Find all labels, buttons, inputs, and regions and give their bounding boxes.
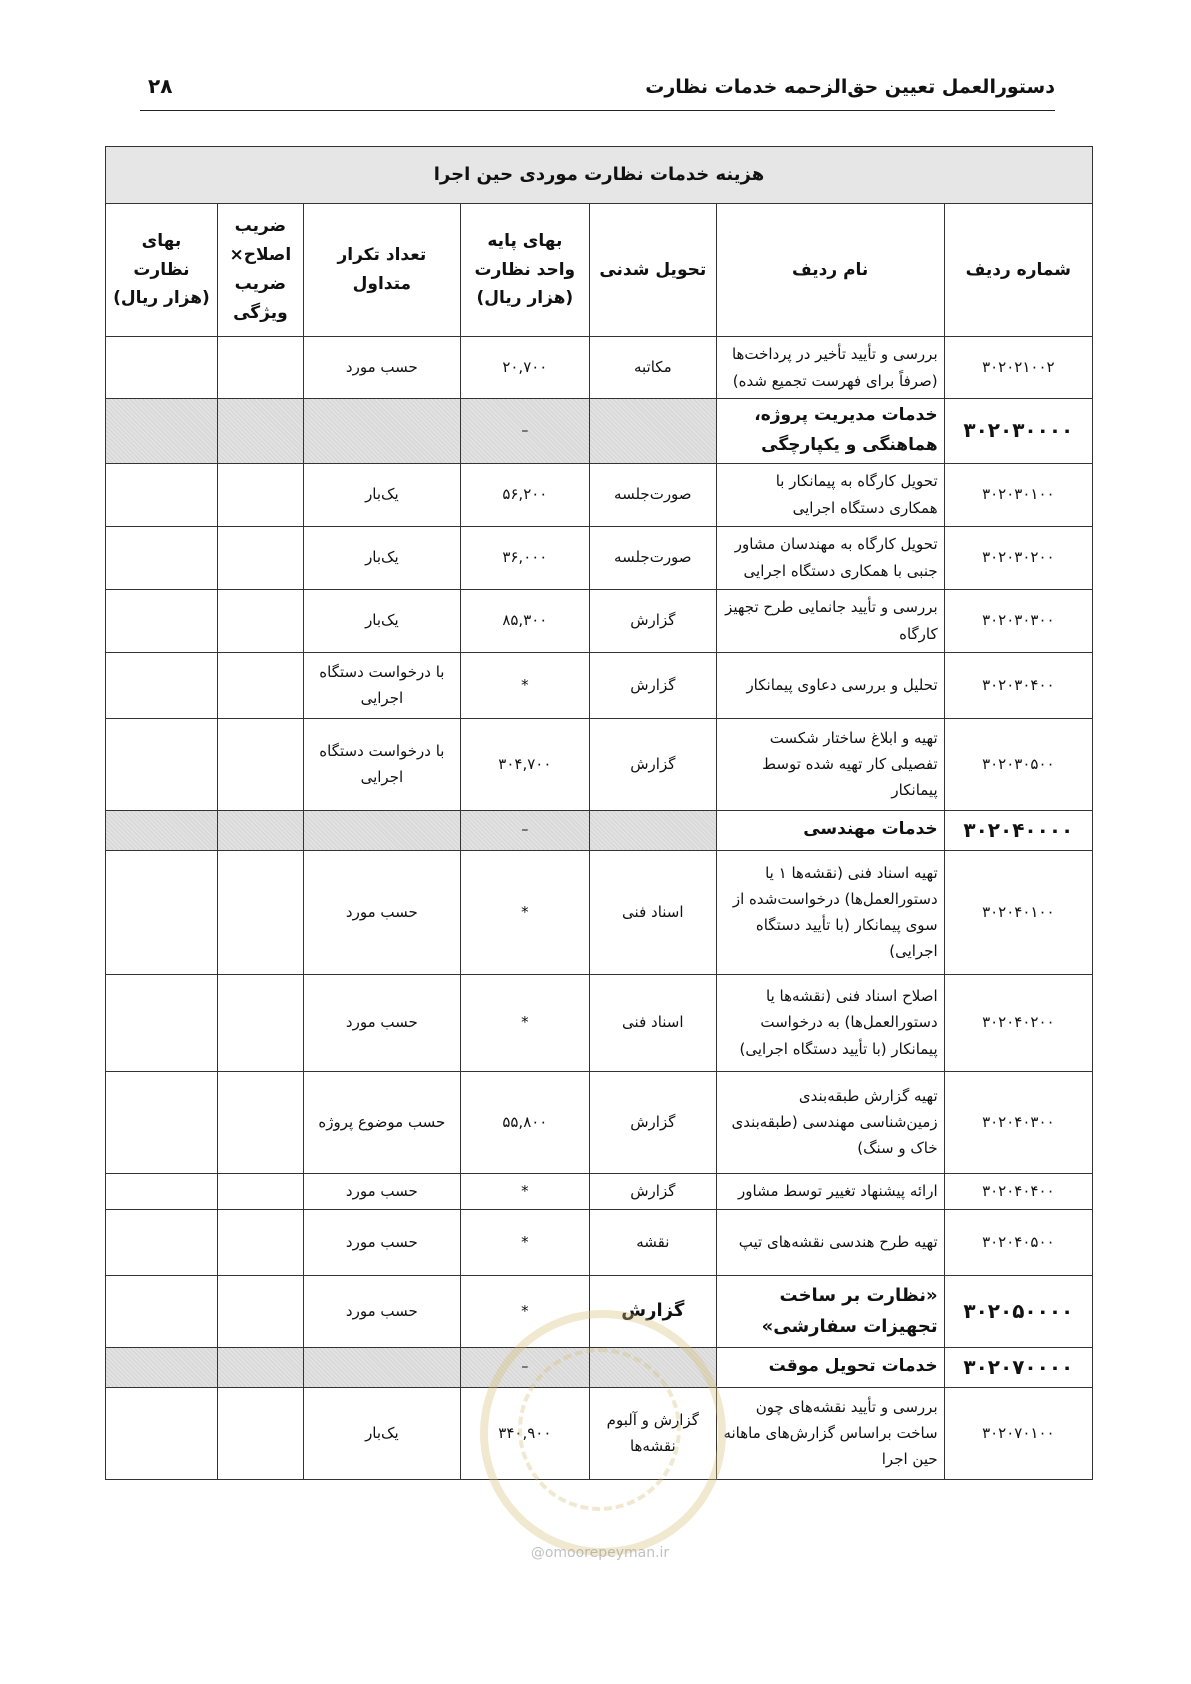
row-code: ۳۰۲۰۵۰۰۰۰: [944, 1275, 1092, 1347]
row-price: *: [460, 652, 589, 718]
section-name: خدمات مهندسی: [716, 810, 944, 850]
table-row: [106, 652, 1093, 718]
row-frequency: [303, 1347, 460, 1387]
row-price: *: [460, 974, 589, 1071]
page-number: ۲۸: [148, 74, 173, 98]
row-total: [106, 652, 218, 718]
row-name: تحویل کارگاه به پیمانکار با همکاری دستگاه اجرایی: [716, 463, 944, 526]
row-frequency: حسب مورد: [303, 337, 460, 399]
document-title: دستورالعمل تعیین حق‌الزحمه خدمات نظارت: [645, 76, 1055, 98]
row-code: ۳۰۲۰۷۰۱۰۰: [944, 1387, 1092, 1479]
row-name: اصلاح اسناد فنی (نقشه‌ها یا دستورالعمل‌ها) به درخواست پیمانکار (با تأیید دستگاه اجرایی): [716, 974, 944, 1071]
row-price: ۲۰,۷۰۰: [460, 337, 589, 399]
row-code: ۳۰۲۰۴۰۲۰۰: [944, 974, 1092, 1071]
row-deliverable: گزارش: [589, 589, 716, 652]
table-row: [106, 1387, 1093, 1479]
row-price: ۳۰۴,۷۰۰: [460, 718, 589, 810]
row-price: ۸۵,۳۰۰: [460, 589, 589, 652]
table-row: [106, 337, 1093, 399]
table-row: [106, 463, 1093, 526]
row-name: تهیه اسناد فنی (نقشه‌ها ۱ یا دستورالعمل‌ها) درخواست‌شده از سوی پیمانکار (با تأیید دستگاه اجرایی): [716, 850, 944, 974]
section-code: ۳۰۲۰۷۰۰۰۰: [944, 1347, 1092, 1387]
column-header-base-price: بهای پایه واحد نظارت (هزار ریال): [460, 204, 589, 337]
row-coefficient: [217, 1347, 303, 1387]
row-frequency: [303, 399, 460, 464]
section-row: [106, 810, 1093, 850]
row-code: ۳۰۲۰۴۰۴۰۰: [944, 1173, 1092, 1209]
row-coefficient: [217, 526, 303, 589]
table-row: [106, 974, 1093, 1071]
row-price: *: [460, 1275, 589, 1347]
column-header-coefficient: ضریب اصلاح× ضریب ویژگی: [217, 204, 303, 337]
section-name: خدمات مدیریت پروژه، هماهنگی و یکپارچگی: [716, 399, 944, 464]
table-row: [106, 718, 1093, 810]
row-price: ۳۶,۰۰۰: [460, 526, 589, 589]
row-frequency: یک‌بار: [303, 1387, 460, 1479]
row-code: ۳۰۲۰۳۰۴۰۰: [944, 652, 1092, 718]
row-coefficient: [217, 850, 303, 974]
row-coefficient: [217, 589, 303, 652]
row-deliverable: اسناد فنی: [589, 850, 716, 974]
row-coefficient: [217, 1275, 303, 1347]
row-deliverable: [589, 399, 716, 464]
row-frequency: حسب مورد: [303, 1173, 460, 1209]
row-frequency: حسب مورد: [303, 1209, 460, 1275]
row-total: [106, 526, 218, 589]
row-coefficient: [217, 1071, 303, 1173]
row-name: تهیه گزارش طبقه‌بندی زمین‌شناسی مهندسی (طبقه‌بندی خاک و سنگ): [716, 1071, 944, 1173]
row-total: [106, 1347, 218, 1387]
row-total: [106, 1173, 218, 1209]
row-total: [106, 1275, 218, 1347]
row-frequency: یک‌بار: [303, 589, 460, 652]
table-row: [106, 1071, 1093, 1173]
table-row: [106, 850, 1093, 974]
table-row: [106, 526, 1093, 589]
column-header-total-price: بهای نظارت (هزار ریال): [106, 204, 218, 337]
row-price: –: [460, 1347, 589, 1387]
row-deliverable: گزارش و آلبوم نقشه‌ها: [589, 1387, 716, 1479]
row-coefficient: [217, 652, 303, 718]
column-header-code: شماره ردیف: [944, 204, 1092, 337]
row-frequency: [303, 810, 460, 850]
row-total: [106, 337, 218, 399]
row-name: تحویل کارگاه به مهندسان مشاور جنبی با همکاری دستگاه اجرایی: [716, 526, 944, 589]
section-code: ۳۰۲۰۳۰۰۰۰: [944, 399, 1092, 464]
row-coefficient: [217, 810, 303, 850]
row-price: *: [460, 1209, 589, 1275]
table-row: [106, 1173, 1093, 1209]
row-code: ۳۰۲۰۴۰۱۰۰: [944, 850, 1092, 974]
row-frequency: حسب مورد: [303, 850, 460, 974]
row-coefficient: [217, 399, 303, 464]
table-title: هزینه خدمات نظارت موردی حین اجرا: [106, 147, 1093, 204]
row-deliverable: گزارش: [589, 1071, 716, 1173]
row-deliverable: صورت‌جلسه: [589, 526, 716, 589]
row-name: بررسی و تأیید نقشه‌های چون ساخت براساس گزارش‌های ماهانه حین اجرا: [716, 1387, 944, 1479]
row-total: [106, 399, 218, 464]
page-header: [140, 70, 1055, 111]
row-total: [106, 589, 218, 652]
row-name: تهیه طرح هندسی نقشه‌های تیپ: [716, 1209, 944, 1275]
row-name: بررسی و تأیید تأخیر در پرداخت‌ها (صرفاً برای فهرست تجمیع شده): [716, 337, 944, 399]
row-price: ۳۴۰,۹۰۰: [460, 1387, 589, 1479]
row-total: [106, 1071, 218, 1173]
column-header-frequency: تعداد تکرار متداول: [303, 204, 460, 337]
row-name: ارائه پیشنهاد تغییر توسط مشاور: [716, 1173, 944, 1209]
row-code: ۳۰۲۰۳۰۵۰۰: [944, 718, 1092, 810]
supervision-cost-table: [105, 146, 1093, 1480]
row-frequency: حسب مورد: [303, 974, 460, 1071]
row-total: [106, 974, 218, 1071]
row-frequency: با درخواست دستگاه اجرایی: [303, 652, 460, 718]
section-row: [106, 1347, 1093, 1387]
row-deliverable: اسناد فنی: [589, 974, 716, 1071]
row-name: تحلیل و بررسی دعاوی پیمانکار: [716, 652, 944, 718]
row-coefficient: [217, 974, 303, 1071]
row-price: –: [460, 399, 589, 464]
row-deliverable: گزارش: [589, 1275, 716, 1347]
row-coefficient: [217, 463, 303, 526]
section-name: خدمات تحویل موقت: [716, 1347, 944, 1387]
row-total: [106, 810, 218, 850]
row-code: ۳۰۲۰۲۱۰۰۲: [944, 337, 1092, 399]
watermark-url: @omoorepeyman.ir: [530, 1545, 670, 1561]
row-deliverable: گزارش: [589, 652, 716, 718]
row-total: [106, 463, 218, 526]
table-row: [106, 1209, 1093, 1275]
row-deliverable: گزارش: [589, 718, 716, 810]
row-coefficient: [217, 337, 303, 399]
table-row: [106, 1275, 1093, 1347]
row-frequency: با درخواست دستگاه اجرایی: [303, 718, 460, 810]
row-code: ۳۰۲۰۳۰۲۰۰: [944, 526, 1092, 589]
row-frequency: یک‌بار: [303, 526, 460, 589]
row-name: «نظارت بر ساخت تجهیزات سفارشی»: [716, 1275, 944, 1347]
row-coefficient: [217, 718, 303, 810]
row-total: [106, 1209, 218, 1275]
row-name: تهیه و ابلاغ ساختار شکست تفصیلی کار تهیه شده توسط پیمانکار: [716, 718, 944, 810]
row-code: ۳۰۲۰۳۰۳۰۰: [944, 589, 1092, 652]
row-price: *: [460, 1173, 589, 1209]
row-coefficient: [217, 1173, 303, 1209]
row-total: [106, 718, 218, 810]
row-deliverable: [589, 810, 716, 850]
row-code: ۳۰۲۰۴۰۵۰۰: [944, 1209, 1092, 1275]
row-frequency: حسب مورد: [303, 1275, 460, 1347]
row-deliverable: مکاتبه: [589, 337, 716, 399]
row-total: [106, 850, 218, 974]
column-header-deliverable: تحویل شدنی: [589, 204, 716, 337]
row-coefficient: [217, 1209, 303, 1275]
row-frequency: یک‌بار: [303, 463, 460, 526]
row-deliverable: نقشه: [589, 1209, 716, 1275]
section-row: [106, 399, 1093, 464]
row-price: ۵۶,۲۰۰: [460, 463, 589, 526]
row-deliverable: [589, 1347, 716, 1387]
row-price: *: [460, 850, 589, 974]
table-row: [106, 589, 1093, 652]
column-header-name: نام ردیف: [716, 204, 944, 337]
row-price: –: [460, 810, 589, 850]
row-deliverable: گزارش: [589, 1173, 716, 1209]
row-deliverable: صورت‌جلسه: [589, 463, 716, 526]
row-name: بررسی و تأیید جانمایی طرح تجهیز کارگاه: [716, 589, 944, 652]
row-code: ۳۰۲۰۳۰۱۰۰: [944, 463, 1092, 526]
row-coefficient: [217, 1387, 303, 1479]
row-total: [106, 1387, 218, 1479]
section-code: ۳۰۲۰۴۰۰۰۰: [944, 810, 1092, 850]
row-code: ۳۰۲۰۴۰۳۰۰: [944, 1071, 1092, 1173]
row-price: ۵۵,۸۰۰: [460, 1071, 589, 1173]
row-frequency: حسب موضوع پروژه: [303, 1071, 460, 1173]
